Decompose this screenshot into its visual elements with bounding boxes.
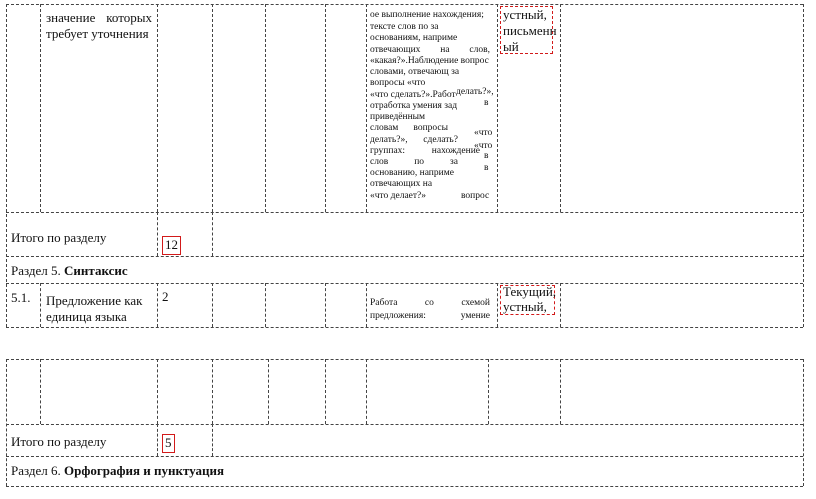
row1-control-line3: ый [503, 39, 519, 54]
row-5-1-control-line2: устный, [503, 299, 547, 314]
row1-topic-line1: значение которых [46, 10, 152, 25]
row-5-1-activity-line2: предложения: умение [370, 311, 490, 321]
section4-total-hours: 12 [162, 236, 181, 255]
section6-header: Раздел 6. Орфография и пунктуация [11, 463, 225, 478]
row1-topic-line2: требует уточнения [46, 26, 149, 41]
row-5-1-topic-line2: единица языка [46, 309, 127, 324]
row-5-1-activity-line1: Работа со схемой [370, 298, 490, 308]
row-5-1-number: 5.1. [11, 290, 31, 305]
section5-header: Раздел 5. Синтаксис [11, 263, 128, 278]
row1-control-line2: письменн [503, 23, 557, 38]
section5-total-hours: 5 [162, 434, 175, 453]
section4-total-label: Итого по разделу [11, 230, 107, 245]
row-5-1-hours: 2 [162, 289, 169, 304]
section5-total-label: Итого по разделу [11, 434, 107, 449]
row-5-1-topic-line1: Предложение как [46, 293, 143, 308]
row-5-1-control-line1: Текущий, [503, 284, 557, 299]
row1-control-line1: устный, [503, 7, 547, 22]
